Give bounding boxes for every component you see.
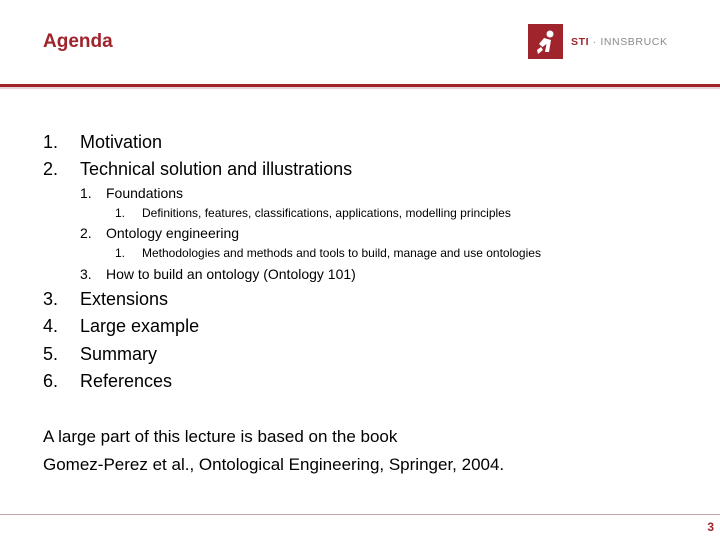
agenda-item-number: 5.	[43, 344, 59, 364]
logo-text	[571, 36, 668, 48]
agenda-item-label: Large example	[80, 316, 200, 336]
footer-rule	[0, 514, 720, 515]
agenda-item-number: 4.	[43, 316, 59, 336]
agenda-subsubitem-number: 1.	[115, 246, 126, 260]
page-number: 3	[707, 520, 714, 534]
agenda-item-label: Summary	[80, 344, 158, 364]
agenda-item-label: References	[80, 371, 173, 391]
logo-brand: STI	[571, 35, 590, 48]
logo-place: INNSBRUCK	[600, 35, 668, 48]
agenda-subsubitem-number: 1.	[115, 206, 126, 220]
agenda-subitem-label: Foundations	[106, 185, 184, 201]
agenda-subsubitem-label: Methodologies and methods and tools to build, manage and use ontologies	[142, 246, 541, 260]
sti-person-icon	[528, 24, 563, 59]
agenda-subitem-label: Ontology engineering	[106, 225, 240, 241]
source-note-line-1: A large part of this lecture is based on the book	[43, 427, 398, 446]
agenda-item-number: 6.	[43, 371, 59, 391]
agenda-item-label: Motivation	[80, 132, 163, 152]
agenda-item-number: 1.	[43, 132, 59, 152]
sti-innsbruck-logo	[528, 24, 668, 59]
agenda-subitem-number: 2.	[80, 225, 92, 241]
agenda-subitem-number: 1.	[80, 185, 92, 201]
header-rule-shadow	[0, 87, 720, 89]
agenda-item-label: Extensions	[80, 289, 169, 309]
agenda-subitem-number: 3.	[80, 266, 92, 282]
slide-title: Agenda	[43, 31, 113, 52]
agenda-item-number: 2.	[43, 159, 59, 179]
agenda-item-number: 3.	[43, 289, 59, 309]
agenda-item-label: Technical solution and illustrations	[80, 159, 353, 179]
source-note-line-2: Gomez-Perez et al., Ontological Engineering, Springer, 2004.	[43, 455, 505, 474]
logo-separator: ·	[592, 35, 597, 48]
agenda-subitem-label: How to build an ontology (Ontology 101)	[106, 266, 356, 282]
agenda-subsubitem-label: Definitions, features, classifications, applications, modelling principles	[142, 206, 511, 220]
